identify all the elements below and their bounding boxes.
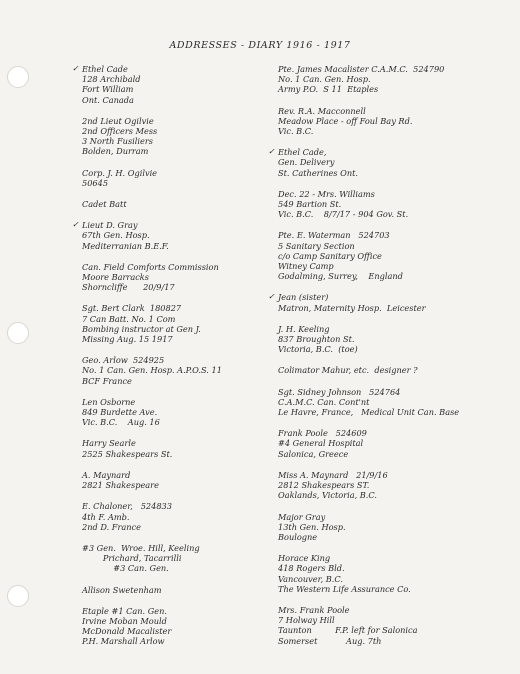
address-entry <box>278 387 514 418</box>
address-line: P.H. Marshall Arlow <box>82 636 165 647</box>
address-line: Mrs. Frank Poole <box>278 604 350 615</box>
address-entry <box>82 262 272 293</box>
address-line: Irvine Moban Mould <box>82 615 167 626</box>
address-line: 849 Burdette Ave. <box>82 407 158 418</box>
address-line: A. Maynard <box>82 469 131 480</box>
address-entry <box>82 438 272 458</box>
check-mark-icon: ✓ <box>72 220 79 230</box>
address-line: Shorncliffe 20/9/17 <box>82 282 175 293</box>
address-line: Le Havre, France, Medical Unit Can. Base <box>278 407 460 418</box>
address-line: 2821 Shakespeare <box>82 480 159 491</box>
address-entry <box>278 428 514 459</box>
address-entry <box>72 220 272 251</box>
address-entry <box>278 512 514 543</box>
address-line: Vic. B.C. 8/7/17 - 904 Gov. St. <box>278 209 409 220</box>
address-line: 50645 <box>82 177 109 188</box>
left-address-column <box>72 64 272 658</box>
address-line: Somerset Aug. 7th <box>278 635 382 646</box>
address-line: 2nd Lieut Ogilvie <box>82 115 154 126</box>
address-line: Allison Swetenham <box>82 584 162 595</box>
address-entry <box>278 189 514 220</box>
address-line: 7 Can Batt. No. 1 Com <box>82 313 176 324</box>
address-line: Can. Field Comforts Commission <box>82 261 219 272</box>
binder-hole-middle <box>7 322 29 344</box>
address-line: Frank Poole 524609 <box>278 428 367 439</box>
address-line: Major Gray <box>278 511 326 522</box>
address-line: Boulogne <box>278 531 318 542</box>
address-entry <box>268 147 514 178</box>
address-line: Gen. Delivery <box>278 157 335 168</box>
check-mark-icon: ✓ <box>268 147 275 157</box>
address-line: #3 Gen. Wroe. Hill, Keeling <box>82 542 200 553</box>
address-line: J. H. Keeling <box>278 323 330 334</box>
address-entry <box>82 168 272 188</box>
address-line: 2525 Shakespears St. <box>82 448 173 459</box>
address-line: Mediterranian B.E.F. <box>82 240 169 251</box>
address-line: Vic. B.C. <box>278 126 314 137</box>
address-line: 837 Broughton St. <box>278 334 355 345</box>
address-entry <box>82 501 272 532</box>
address-line: Bolden, Durram <box>82 146 149 157</box>
address-entry <box>278 106 514 137</box>
address-line: 418 Rogers Bld. <box>278 563 345 574</box>
address-line: Pte. James Macalister C.A.M.C. 524790 <box>278 64 445 74</box>
address-entry <box>82 303 272 344</box>
address-line: Army P.O. S 11 Etaples <box>278 84 379 95</box>
address-line: Godalming, Surrey, England <box>278 271 403 282</box>
address-entry <box>278 365 514 375</box>
address-line: Moore Barracks <box>82 272 149 283</box>
address-line: Cadet Batt <box>82 199 127 210</box>
address-line: Jean (sister) <box>278 292 329 303</box>
address-line: Sgt. Sidney Johnson 524764 <box>278 386 401 397</box>
address-line: 4th F. Amb. <box>82 511 130 522</box>
address-line: Victoria, B.C. (toe) <box>278 344 358 355</box>
address-line: 2nd Officers Mess <box>82 126 158 137</box>
address-entry <box>82 355 272 386</box>
address-line: #3 Can. Gen. <box>82 563 169 574</box>
address-line: St. Catherines Ont. <box>278 167 358 178</box>
address-line: Witney Camp <box>278 261 334 272</box>
address-line: Vic. B.C. Aug. 16 <box>82 417 160 428</box>
address-entry <box>82 543 272 574</box>
address-line: Taunton F.P. left for Salonica <box>278 625 418 636</box>
address-line: 5 Sanitary Section <box>278 240 355 251</box>
address-line: #4 General Hospital <box>278 438 364 449</box>
address-entry <box>72 64 272 105</box>
address-line: No. 1 Can. Gen. Hosp. A.P.O.S. 11 <box>82 365 222 376</box>
address-line: No. 1 Can. Gen. Hosp. <box>278 74 371 85</box>
address-entry <box>278 230 514 281</box>
address-entry <box>82 606 272 647</box>
address-line: Geo. Arlow 524925 <box>82 355 165 366</box>
address-line: Pte. E. Waterman 524703 <box>278 230 390 241</box>
address-line: 128 Archibald <box>82 74 141 85</box>
page-title: ADDRESSES - DIARY 1916 - 1917 <box>169 40 351 51</box>
address-entry <box>278 324 514 355</box>
address-entry <box>82 397 272 428</box>
address-line: Colimator Mahur, etc. designer ? <box>278 365 418 376</box>
address-line: Len Osborne <box>82 396 136 407</box>
address-line: BCF France <box>82 375 132 386</box>
address-entry <box>82 199 272 209</box>
address-line: Matron, Maternity Hosp. Leicester <box>278 302 426 313</box>
address-line: 7 Holway Hill <box>278 615 335 626</box>
address-line: The Western Life Assurance Co. <box>278 583 411 594</box>
address-entry <box>278 605 514 646</box>
address-line: Lieut D. Gray <box>82 220 138 231</box>
address-line: 549 Bartion St. <box>278 199 342 210</box>
address-entry <box>82 470 272 490</box>
address-line: Ethel Cade <box>82 64 128 74</box>
address-line: Fort William <box>82 84 134 95</box>
address-line: Ont. Canada <box>82 94 134 105</box>
address-line: Oaklands, Victoria, B.C. <box>278 490 377 501</box>
address-line: Rev. R.A. Macconnell <box>278 105 366 116</box>
address-line: E. Chaloner, 524833 <box>82 501 172 512</box>
address-line: C.A.M.C. Can. Cont'nt <box>278 396 370 407</box>
address-line: Ethel Cade, <box>278 147 327 158</box>
address-entry <box>278 553 514 594</box>
address-line: Meadow Place - off Foul Bay Rd. <box>278 115 413 126</box>
address-entry <box>268 292 514 313</box>
address-line: 2812 Shakespears ST. <box>278 480 370 491</box>
address-entry <box>278 470 514 501</box>
address-line: 2nd D. France <box>82 521 141 532</box>
address-line: 13th Gen. Hosp. <box>278 521 346 532</box>
address-line: Sgt. Bert Clark 180827 <box>82 303 182 314</box>
address-line: Missing Aug. 15 1917 <box>82 334 173 345</box>
binder-hole-bottom <box>7 585 29 607</box>
address-entry <box>278 64 514 95</box>
address-line: Vancouver, B.C. <box>278 573 343 584</box>
address-entry <box>82 585 272 595</box>
binder-hole-top <box>7 66 29 88</box>
address-line: 3 North Fusiliers <box>82 136 153 147</box>
address-line: Miss A. Maynard 21/9/16 <box>278 469 388 480</box>
address-line: Prichard, Tacarrilli <box>82 553 182 564</box>
address-line: Harry Searle <box>82 438 136 449</box>
check-mark-icon: ✓ <box>72 64 79 73</box>
address-line: Bombing instructor at Gen J. <box>82 323 201 334</box>
address-line: Salonica, Greece <box>278 448 349 459</box>
address-line: Horace King <box>278 553 331 564</box>
address-line: 67th Gen. Hosp. <box>82 230 150 241</box>
address-line: Corp. J. H. Ogilvie <box>82 167 158 178</box>
address-line: McDonald Macalister <box>82 626 172 637</box>
address-entry <box>82 116 272 157</box>
address-line: Dec. 22 - Mrs. Williams <box>278 188 375 199</box>
right-address-column <box>268 64 514 657</box>
check-mark-icon: ✓ <box>268 292 275 302</box>
address-line: Etaple #1 Can. Gen. <box>82 605 168 616</box>
address-line: c/o Camp Sanitary Office <box>278 250 382 261</box>
